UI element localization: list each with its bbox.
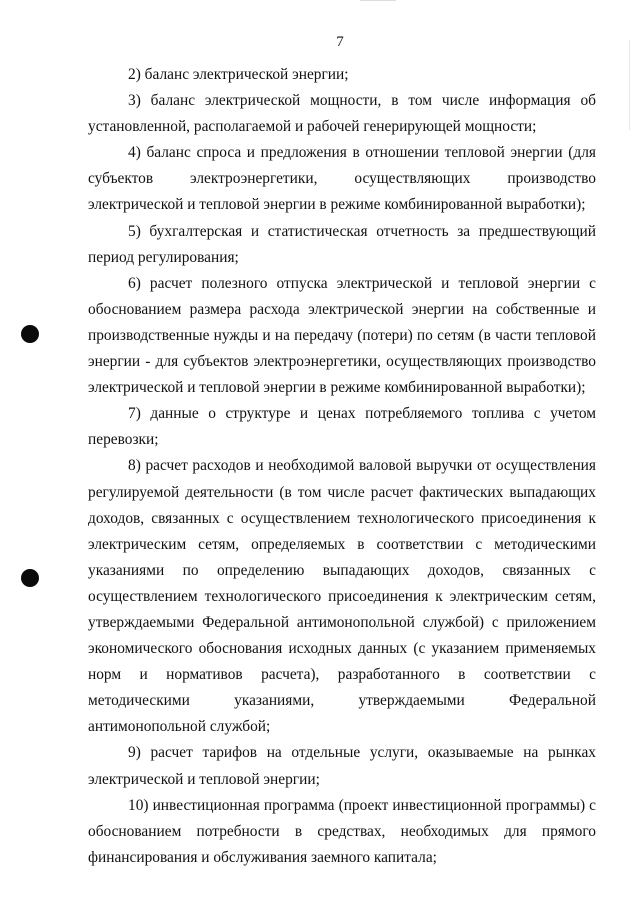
document-body [88,62,596,871]
scan-edge-line [629,40,630,130]
paragraph-item-2: 2) баланс электрической энергии; [128,66,349,83]
paragraph-item-10: 10) инвестиционная программа (проект инвестиционной программы) с обоснованием потребности в средствах, необходимых для прямого финансирования и обслуживания заемного капитала; [88,796,596,866]
punch-hole-upper [21,325,39,343]
paragraph-item-8: 8) расчет расходов и необходимой валовой выручки от осуществления регулируемой деятельности (в том числе расчет фактических выпадающих доходов, связанных с осуществлением технологического присоединения к электрическим сетям, определяемых в соответствии с методическими указаниями по определению выпадающих доходов, связанных с осуществлением технологического присоединения к электрическим сетям, утверждаемыми Федеральной антимонопольной службой) с приложением экономического обоснования исходных данных (с указанием применяемых норм и нормативов расчета), разработанного в соответствии с методическими указаниями, утверждаемыми Федеральной антимонопольной службой; [88,457,596,736]
page-number: 7 [336,34,344,50]
scan-edge-mark [360,0,396,1]
paragraph-item-6: 6) расчет полезного отпуска электрической и тепловой энергии с обоснованием размера расхода электрической энергии на собственные и производственные нужды и на передачу (потери) по сетям (в части тепловой энергии - для субъектов электроэнергетики, осуществляющих производство электрической и тепловой энергии в режиме комбинированной выработки); [88,274,596,397]
paragraph-item-5: 5) бухгалтерская и статистическая отчетность за предшествующий период регулирования; [88,222,596,266]
paragraph-item-3: 3) баланс электрической мощности, в том числе информация об установленной, располагаемой и рабочей генерирующей мощности; [88,92,596,136]
paragraph-item-9: 9) расчет тарифов на отдельные услуги, оказываемые на рынках электрической и тепловой энергии; [88,744,596,788]
paragraph-item-4: 4) баланс спроса и предложения в отношении тепловой энергии (для субъектов электроэнергетики, осуществляющих производство электрической и тепловой энергии в режиме комбинированной выработки); [88,144,596,214]
paragraph-item-7: 7) данные о структуре и ценах потребляемого топлива с учетом перевозки; [88,405,596,449]
punch-hole-lower [21,569,39,587]
